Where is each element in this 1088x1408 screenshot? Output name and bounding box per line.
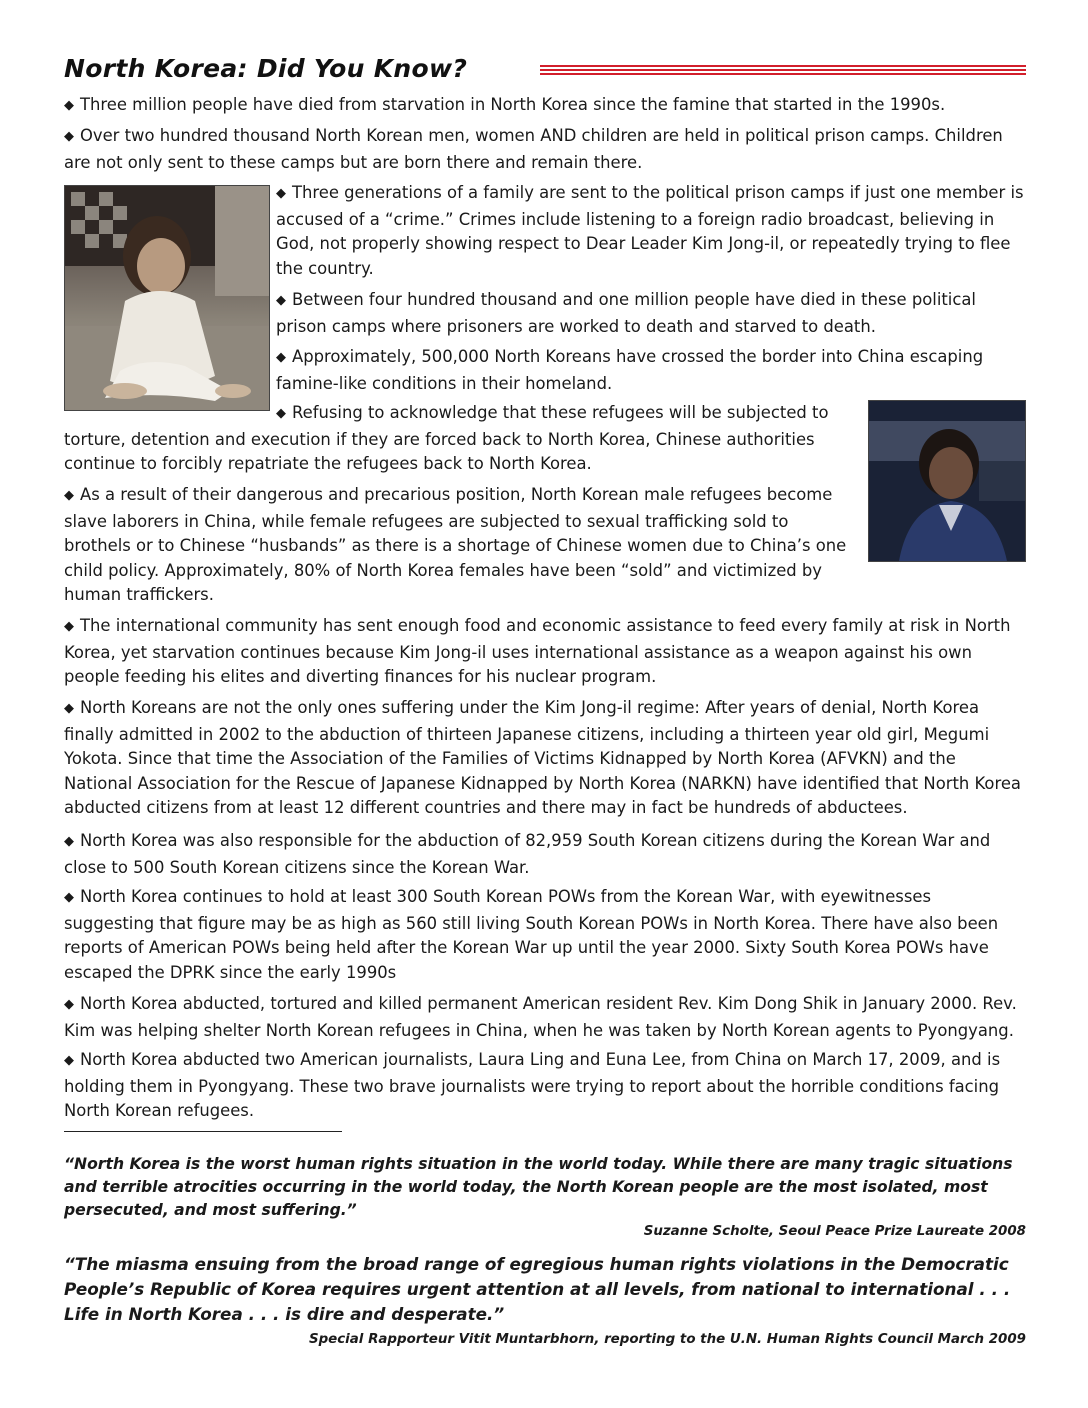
fact-paragraph bbox=[64, 483, 856, 608]
boy-photo-image bbox=[869, 401, 1025, 561]
bullet-diamond-icon: ◆ bbox=[64, 488, 74, 503]
fact-text: As a result of their dangerous and precarious position, North Korean male refugees become slave laborers in China, while female refugees are subjected to sexual trafficking sold to brothels or to Chinese “husbands” as there is a shortage of Chinese women due to China’s one child policy. Approximately, 80% of North Korea females have been “sold” and victimized by human traffickers. bbox=[64, 485, 847, 605]
title-decorative-rule bbox=[540, 65, 1026, 79]
fact-text: Between four hundred thousand and one million people have died in these political prison camps where prisoners are worked to death and starved to death. bbox=[276, 290, 976, 336]
fact-text: Three generations of a family are sent to the political prison camps if just one member is accused of a “crime.” Crimes include listening to a foreign radio broadcast, believing in God, not properly showing respect to Dear Leader Kim Jong-il, or repeatedly trying to flee the country. bbox=[276, 183, 1024, 278]
fact-paragraph bbox=[64, 829, 1026, 880]
bullet-diamond-icon: ◆ bbox=[64, 890, 74, 905]
fact-text: North Korea abducted two American journalists, Laura Ling and Euna Lee, from China on March 17, 2009, and is holding them in Pyongyang. These two brave journalists were trying to report about the horrible conditions facing North Korean refugees. bbox=[64, 1050, 1001, 1121]
child-photo-image bbox=[65, 186, 269, 410]
title-row bbox=[64, 54, 1026, 90]
fact-paragraph bbox=[64, 93, 1026, 120]
section-divider bbox=[64, 1131, 342, 1132]
bullet-diamond-icon: ◆ bbox=[276, 406, 286, 421]
fact-paragraph bbox=[276, 181, 1026, 281]
quote-scholte: “North Korea is the worst human rights situation in the world today. While there are many tragic situations and terrible atrocities occurring in the world today, the North Korean people are the most isolated, most persecuted, and most suffering.” bbox=[64, 1155, 1013, 1219]
page-title: North Korea: Did You Know? bbox=[64, 54, 468, 83]
bullet-diamond-icon: ◆ bbox=[64, 1053, 74, 1068]
fact-text: Three million people have died from starvation in North Korea since the famine that started in the 1990s. bbox=[80, 95, 946, 114]
fact-text: Refusing to acknowledge that these refugees will be subjected to torture, detention and execution if they are forced back to North Korea, Chinese authorities continue to forcibly repatriate the refugees back to North Korea. bbox=[64, 403, 829, 474]
bullet-diamond-icon: ◆ bbox=[64, 834, 74, 849]
bullet-diamond-icon: ◆ bbox=[276, 350, 286, 365]
quote-attribution: Special Rapporteur Vitit Muntarbhorn, reporting to the U.N. Human Rights Council March 2009 bbox=[308, 1332, 1026, 1347]
bullet-diamond-icon: ◆ bbox=[276, 186, 286, 201]
fact-paragraph bbox=[64, 885, 1026, 985]
boy-photo bbox=[868, 400, 1026, 562]
bullet-diamond-icon: ◆ bbox=[64, 997, 74, 1012]
fact-paragraph bbox=[64, 614, 1026, 690]
fact-paragraph bbox=[276, 345, 1026, 396]
bullet-diamond-icon: ◆ bbox=[64, 701, 74, 716]
fact-text: North Koreans are not the only ones suffering under the Kim Jong-il regime: After years of denial, North Korea finally admitted in 2002 to the abduction of thirteen Japanese citizens, including a thirteen year old girl, Megumi Yokota. Since that time the Association of the Families of Victims Kidnapped by North Korea (AFVKN) and the National Association for the Rescue of Japanese Kidnapped by North Korea (NARKN) have identified that North Korea abducted citizens from at least 12 different countries and there may in fact be hundreds of abductees. bbox=[64, 698, 1021, 818]
fact-text: Over two hundred thousand North Korean men, women AND children are held in political prison camps. Children are not only sent to these camps but are born there and remain there. bbox=[64, 126, 1003, 172]
fact-paragraph bbox=[64, 124, 1026, 175]
fact-paragraph bbox=[64, 1048, 1026, 1124]
child-photo bbox=[64, 185, 270, 411]
bullet-diamond-icon: ◆ bbox=[64, 129, 74, 144]
fact-paragraph bbox=[64, 401, 856, 477]
quote-attribution: Suzanne Scholte, Seoul Peace Prize Laureate 2008 bbox=[643, 1224, 1026, 1239]
fact-text: North Korea abducted, tortured and killed permanent American resident Rev. Kim Dong Shik in January 2000. Rev. Kim was helping shelter North Korean refugees in China, when he was taken by North Korean agents to Pyongyang. bbox=[64, 994, 1017, 1040]
fact-paragraph bbox=[64, 992, 1026, 1043]
bullet-diamond-icon: ◆ bbox=[64, 98, 74, 113]
fact-text: North Korea was also responsible for the abduction of 82,959 South Korean citizens during the Korean War and close to 500 South Korean citizens since the Korean War. bbox=[64, 831, 991, 877]
fact-text: Approximately, 500,000 North Koreans have crossed the border into China escaping famine-like conditions in their homeland. bbox=[276, 347, 984, 393]
quote-muntarbhorn: “The miasma ensuing from the broad range of egregious human rights violations in the Democratic People’s Republic of Korea requires urgent attention at all levels, from national to international . . . Life in North Korea . . . is dire and desperate.” bbox=[64, 1254, 1011, 1324]
bullet-diamond-icon: ◆ bbox=[276, 293, 286, 308]
fact-text: The international community has sent enough food and economic assistance to feed every family at risk in North Korea, yet starvation continues because Kim Jong-il uses international assistance as a weapon against his own people feeding his elites and diverting finances for his nuclear program. bbox=[64, 616, 1011, 687]
bullet-diamond-icon: ◆ bbox=[64, 619, 74, 634]
fact-paragraph bbox=[64, 696, 1026, 821]
fact-paragraph bbox=[276, 288, 1026, 339]
fact-text: North Korea continues to hold at least 300 South Korean POWs from the Korean War, with eyewitnesses suggesting that figure may be as high as 560 still living South Korean POWs in North Korea. There have also been reports of American POWs being held after the Korean War up until the year 2000. Sixty South Korea POWs have escaped the DPRK since the early 1990s bbox=[64, 887, 999, 982]
